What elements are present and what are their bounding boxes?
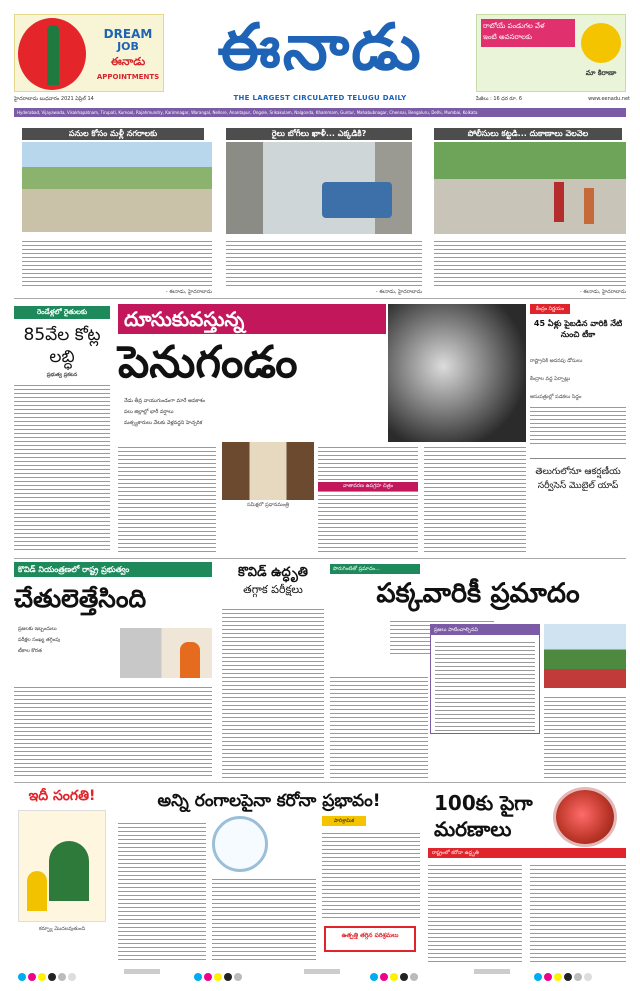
mid-right-body: [330, 674, 428, 778]
cartoon-image: [18, 810, 106, 922]
ad-brand: మా కిరాణా: [585, 69, 617, 77]
cartoon-figure: [27, 871, 47, 911]
ad-text1: రాబోయే పండుగల వేళ: [483, 22, 545, 30]
lead-story[interactable]: [118, 304, 526, 554]
color-dots: [534, 966, 594, 985]
side-right-body: [530, 404, 626, 444]
virus-icon: [556, 790, 614, 844]
mid-center-title: కొవిడ్ ఉద్ధృతి: [238, 565, 308, 580]
bottom-center-col2: [212, 876, 316, 962]
mid-right-banner: పొరుగింటితో ప్రమాదం...: [330, 564, 420, 574]
bottom-center-badge: పారిశ్రామిక: [322, 816, 366, 826]
registration-marks: [14, 966, 626, 978]
ad-kirana[interactable]: [476, 14, 626, 92]
story-photo: [226, 142, 412, 234]
side-right-story[interactable]: [530, 304, 626, 554]
bottom-center-col3: [322, 830, 420, 918]
masthead-dateline: హైదరాబాదు బుధవారం 2021 ఏప్రిల్ 14: [14, 96, 94, 102]
story-title: పనుల కోసం మళ్లీ నగరాలకు: [22, 128, 204, 140]
mid-center-story[interactable]: [222, 562, 324, 778]
bottom-right-col1: [428, 862, 522, 962]
side-left-body: [14, 382, 110, 552]
info-box-body: [435, 639, 535, 731]
gray-bar: [124, 969, 160, 974]
ad-line2: JOB: [117, 40, 139, 53]
story-photo: [22, 142, 212, 232]
side-left-subhead: ప్రభుత్వ ప్రకటన: [46, 372, 78, 378]
person-shape: [554, 182, 564, 222]
lead-photo-caption: వాతావరణ ఉపగ్రహ చిత్రం: [318, 482, 418, 491]
lead-bullet: నేడు తీవ్ర వాయుగుండంగా మారే అవకాశం: [124, 398, 206, 404]
color-dots: [18, 966, 78, 985]
ad-basket-icon: [581, 23, 621, 63]
cartoon-box[interactable]: [14, 786, 110, 956]
bottom-right-headline2: మరణాలు: [434, 817, 512, 841]
mid-left-banner: కొవిడ్ నియంత్రణలో రాష్ట్ర ప్రభుత్వం: [14, 562, 212, 577]
mid-left-bullet: టీకాల కొరత: [18, 648, 42, 654]
color-dots: [194, 966, 244, 985]
mid-left-bullet: పరీక్షల సంఖ్య తగ్గింపు: [18, 637, 61, 643]
masthead-tagline: THE LARGEST CIRCULATED TELUGU DAILY: [233, 94, 407, 102]
lead-pm-photo: [222, 442, 314, 500]
bottom-center-red-box: ఉత్పత్తి తగ్గిన పరిశ్రమలు: [324, 926, 416, 952]
story-title: పోలీసులు కట్టడి... దుకాణాలు వెలవెల: [434, 128, 622, 140]
bottom-center-headline: అన్ని రంగాలపైనా కరోనా ప్రభావం!: [157, 791, 381, 811]
mid-left-bullet: ప్రజలకు ఇబ్బందులు: [18, 626, 57, 632]
side-left-headline: 85వేల కోట్ల లబ్ధి: [23, 325, 101, 367]
ad-figure-icon: [47, 25, 59, 85]
story-body-text: [434, 238, 626, 288]
side-right-promo[interactable]: తెలుగులోనూ ఆకర్షణీయ సర్వీసెస్ మొబైల్ యాప్: [530, 458, 626, 548]
story-body-text: [226, 238, 422, 288]
ad-line1: DREAM: [103, 27, 153, 41]
top-story-3[interactable]: [430, 126, 626, 296]
mid-center-body: [222, 606, 324, 778]
divider: [14, 298, 626, 299]
ad-line3: ఈనాడు: [110, 55, 146, 68]
mid-right-body2: [544, 694, 626, 778]
mid-left-story[interactable]: [14, 562, 212, 778]
side-left-kicker: రెండేళ్లలో రైతులకు: [14, 306, 110, 319]
lead-bullet: పలు జిల్లాల్లో భారీ వర్షాలు: [124, 409, 174, 415]
mid-center-sub: తగ్గాక పరీక్షలు: [243, 583, 303, 596]
side-right-headline: 45 ఏళ్లు పైబడిన వారికి నేటి నుంచి టీకా: [533, 319, 623, 339]
side-right-item: ఆసుపత్రుల్లో పడకలు సిద్ధం: [530, 394, 582, 400]
masthead-issue: పేజీలు : 16 ధర రూ. 6: [476, 96, 523, 102]
story-byline: - ఈనాడు, హైదరాబాదు: [165, 289, 212, 295]
lead-body-col3: [424, 444, 526, 552]
divider: [14, 558, 626, 559]
story-byline: - ఈనాడు, హైదరాబాదు: [579, 289, 626, 295]
mid-left-bullets: [18, 624, 114, 657]
person-shape: [584, 188, 594, 224]
story-body-text: [22, 238, 212, 288]
story-photo: [434, 142, 626, 234]
mid-left-photo: [120, 628, 212, 678]
bottom-right-strip: రాష్ట్రంలో కరోనా ఉద్ధృతి: [428, 848, 626, 858]
masthead-title[interactable]: ఈనాడు: [217, 11, 423, 85]
side-right-item: కేంద్రాల వద్ద ఏర్పాట్లు: [530, 376, 571, 382]
cartoon-title: ఇదీ సంగతి!: [28, 788, 96, 804]
lead-body-col1: [118, 444, 216, 552]
cartoon-figure: [49, 841, 89, 901]
masthead-website[interactable]: www.eenadu.net: [588, 96, 630, 102]
person-shape: [180, 642, 200, 678]
mid-right-photo: [544, 624, 626, 688]
seat-shape: [322, 182, 392, 218]
mid-right-headline: పక్కవారికీ ప్రమాదం: [376, 578, 580, 609]
bottom-center-story[interactable]: [118, 786, 420, 962]
gray-bar: [304, 969, 340, 974]
top-story-2[interactable]: [222, 126, 422, 296]
bottom-center-col1: [118, 820, 206, 962]
gray-bar: [474, 969, 510, 974]
lead-satellite-photo: [388, 304, 526, 442]
editions-strip: Hyderabad, Vijayawada, Visakhapatnam, Tirupati, Kurnool, Rajahmundry, Karimnagar, Warangal, Nellore, Anantapur, Ongole, Srikakulam, Nalgonda, Khammam, Guntur, Mahabubnagar, Chennai, Bengaluru, Delhi, Mumbai, Kolkata: [14, 108, 626, 117]
mid-left-body: [14, 684, 212, 778]
story-title: రైలు బోగీలు ఖాళీ... ఎక్కడికి?: [226, 128, 412, 140]
lead-bullet-list: [124, 396, 386, 429]
bottom-right-headline1: 100కు పైగా: [434, 791, 533, 815]
lead-body-col2: [318, 444, 418, 552]
story-byline: - ఈనాడు, హైదరాబాదు: [375, 289, 422, 295]
side-right-item: రాష్ట్రానికి అదనపు డోసులు: [530, 358, 583, 364]
divider: [14, 782, 626, 783]
lead-headline: పెనుగండం: [118, 337, 298, 388]
masthead: [0, 0, 640, 122]
bottom-right-story[interactable]: [428, 786, 626, 962]
mid-right-story[interactable]: [330, 562, 626, 778]
mid-right-info-box: [430, 624, 540, 734]
lead-photo2-caption: సమీక్షలో ప్రధానమంత్రి: [247, 502, 289, 508]
bottom-right-col2: [530, 862, 626, 962]
ad-text2: ఇంటి అవసరాలకు: [483, 33, 533, 41]
mid-left-headline: చేతులెత్తేసింది: [14, 584, 147, 613]
lead-kicker: దూసుకువస్తున్న: [118, 304, 386, 334]
side-left-story[interactable]: [14, 306, 110, 552]
info-box-title: ప్రజలు పాటించాల్సినవి: [431, 625, 539, 635]
bottom-center-circle: [212, 816, 268, 872]
color-dots: [370, 966, 420, 985]
top-story-1[interactable]: [14, 126, 212, 296]
side-right-kicker: కేంద్రం నిర్ణయం: [530, 304, 570, 314]
ad-dream-job[interactable]: [14, 14, 164, 92]
ad-line4: APPOINTMENTS: [96, 73, 160, 81]
cartoon-caption: కర్ఫ్యూ మొదలవుతుంది: [39, 926, 85, 932]
lead-bullet: మత్స్యకారులు వేటకు వెళ్లవద్దని హెచ్చరిక: [124, 420, 203, 426]
